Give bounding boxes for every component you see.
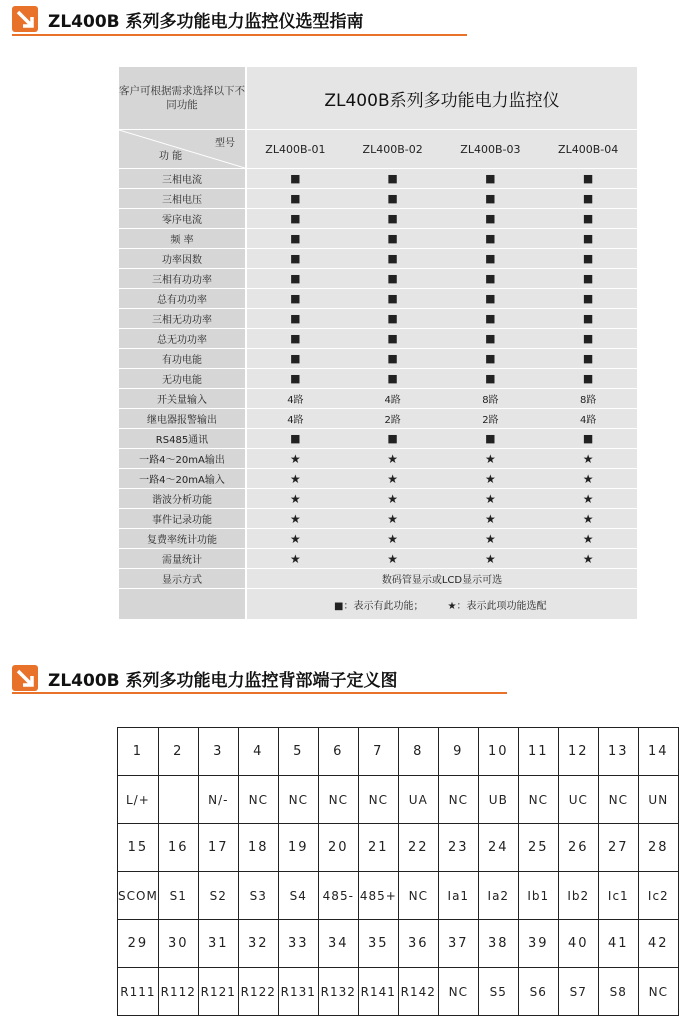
availability-cell: ★ [344,469,442,489]
function-name: 三相电流 [119,169,246,189]
terminal-number: 40 [558,920,598,968]
function-name: 谐波分析功能 [119,489,246,509]
terminal-label: S7 [558,968,598,1016]
terminal-number: 27 [598,824,638,872]
availability-cell: ■ [344,269,442,289]
availability-cell: ■ [442,369,540,389]
availability-cell: ■ [246,249,344,269]
terminal-number: 8 [398,728,438,776]
terminal-label: UN [638,776,678,824]
table-row [119,169,637,189]
function-name: 总有功功率 [119,289,246,309]
terminal-label: Ib2 [558,872,598,920]
terminal-number: 38 [478,920,518,968]
function-name: 功率因数 [119,249,246,269]
availability-cell: ■ [246,269,344,289]
terminal-label: 485- [318,872,358,920]
function-name: 开关量输入 [119,389,246,409]
availability-cell: 2路 [344,409,442,429]
terminal-label: R121 [198,968,238,1016]
table-row [119,489,637,509]
availability-cell: ■ [246,429,344,449]
model-header: ZL400B-02 [344,130,442,169]
availability-cell: ★ [442,509,540,529]
table-row [119,189,637,209]
availability-cell: ★ [246,529,344,549]
table-row [119,409,637,429]
section-title: ZL400B 系列多功能电力监控仪选型指南 [48,11,364,32]
terminal-number: 5 [278,728,318,776]
terminal-number: 2 [158,728,198,776]
availability-cell: ■ [539,289,637,309]
terminal-number: 4 [238,728,278,776]
availability-cell: 4路 [344,389,442,409]
function-name: 一路4～20mA输出 [119,449,246,469]
terminal-number: 34 [318,920,358,968]
terminal-number: 24 [478,824,518,872]
terminal-number: 31 [198,920,238,968]
availability-cell: ■ [246,289,344,309]
terminal-label: NC [318,776,358,824]
availability-cell: ★ [246,469,344,489]
terminal-label: R142 [398,968,438,1016]
terminal-label: S6 [518,968,558,1016]
availability-cell: 4路 [539,409,637,429]
availability-cell: ■ [539,229,637,249]
terminal-label: S2 [198,872,238,920]
terminal-number-row [118,728,679,776]
availability-cell: ■ [246,189,344,209]
section-underline [12,692,507,694]
availability-cell: ★ [246,489,344,509]
function-name: 有功电能 [119,349,246,369]
function-name: 三相有功功率 [119,269,246,289]
availability-cell: ■ [442,269,540,289]
availability-cell: ★ [344,489,442,509]
terminal-label: NC [398,872,438,920]
availability-cell: ■ [539,169,637,189]
availability-cell: ★ [442,489,540,509]
arrow-icon [12,6,38,32]
terminal-number: 25 [518,824,558,872]
availability-cell: ■ [246,329,344,349]
terminal-label: N/- [198,776,238,824]
terminal-number: 33 [278,920,318,968]
availability-cell: 4路 [246,389,344,409]
availability-cell: ■ [442,329,540,349]
table-row [119,349,637,369]
availability-cell: ■ [246,349,344,369]
availability-cell: ■ [539,249,637,269]
availability-cell: ★ [539,489,637,509]
terminal-number: 37 [438,920,478,968]
availability-cell: ■ [539,429,637,449]
terminal-label: R141 [358,968,398,1016]
terminal-number: 13 [598,728,638,776]
availability-cell: ★ [344,449,442,469]
availability-cell: ■ [539,269,637,289]
table-row [119,429,637,449]
availability-cell: ■ [442,429,540,449]
function-name: 总无功功率 [119,329,246,349]
table-row [119,309,637,329]
terminal-label: Ia1 [438,872,478,920]
availability-cell: ■ [442,289,540,309]
terminal-number: 22 [398,824,438,872]
availability-cell: ■ [442,349,540,369]
terminal-label-row [118,968,679,1016]
availability-cell: ■ [442,189,540,209]
availability-cell: ★ [246,549,344,569]
availability-cell: ★ [539,469,637,489]
terminal-number: 18 [238,824,278,872]
table-row [119,289,637,309]
terminal-number: 3 [198,728,238,776]
terminal-number: 20 [318,824,358,872]
availability-cell: ★ [246,449,344,469]
terminal-label [158,776,198,824]
availability-cell: 2路 [442,409,540,429]
availability-cell: ★ [539,549,637,569]
terminal-number: 9 [438,728,478,776]
availability-cell: ■ [442,209,540,229]
section-underline [12,34,467,36]
terminal-number: 32 [238,920,278,968]
terminal-number: 41 [598,920,638,968]
legend-star: ★：表示此项功能选配 [442,589,638,620]
terminal-label: R122 [238,968,278,1016]
terminal-label-row [118,872,679,920]
function-name: 三相无功功率 [119,309,246,329]
table-row [119,369,637,389]
terminal-label: Ic1 [598,872,638,920]
terminal-label: NC [278,776,318,824]
availability-cell: ■ [344,369,442,389]
terminal-label: SCOM [118,872,159,920]
terminal-label-row [118,776,679,824]
section-header-terminals [12,663,398,693]
terminal-label: S4 [278,872,318,920]
availability-cell: ★ [442,549,540,569]
terminal-label: Ia2 [478,872,518,920]
table-row [119,449,637,469]
section-title: ZL400B 系列多功能电力监控背部端子定义图 [48,670,398,691]
diagonal-header-cell [119,130,246,169]
availability-cell: ■ [539,369,637,389]
table-row [119,329,637,349]
availability-cell: 8路 [539,389,637,409]
legend-square: ■：表示有此功能； [246,589,442,620]
availability-cell: ■ [344,329,442,349]
terminal-number-row [118,920,679,968]
availability-cell: ■ [539,209,637,229]
terminal-number: 17 [198,824,238,872]
function-name: 继电器报警输出 [119,409,246,429]
terminal-label: L/+ [118,776,159,824]
availability-cell: ★ [442,469,540,489]
terminal-label: NC [598,776,638,824]
display-label: 显示方式 [119,569,246,589]
function-name: 三相电压 [119,189,246,209]
terminal-number: 35 [358,920,398,968]
display-value: 数码管显示或LCD显示可选 [246,569,637,589]
availability-cell: ■ [539,349,637,369]
availability-cell: ■ [344,349,442,369]
table-row [119,269,637,289]
availability-cell: ★ [344,549,442,569]
availability-cell: ■ [344,229,442,249]
availability-cell: ■ [246,229,344,249]
terminal-number: 15 [118,824,159,872]
terminal-number: 14 [638,728,678,776]
availability-cell: ■ [344,309,442,329]
availability-cell: ■ [344,429,442,449]
function-name: 零序电流 [119,209,246,229]
terminal-number: 42 [638,920,678,968]
terminal-label: R111 [118,968,159,1016]
terminal-number: 6 [318,728,358,776]
availability-cell: ■ [539,329,637,349]
terminal-number: 11 [518,728,558,776]
table-row [119,469,637,489]
availability-cell: ★ [539,449,637,469]
terminal-label: R112 [158,968,198,1016]
availability-cell: ★ [539,509,637,529]
table-row [119,389,637,409]
function-name: 无功电能 [119,369,246,389]
legend-row [119,589,637,620]
availability-cell: ■ [344,189,442,209]
terminal-number: 28 [638,824,678,872]
terminal-number: 7 [358,728,398,776]
terminal-number: 29 [118,920,159,968]
terminal-number: 19 [278,824,318,872]
table-row [119,529,637,549]
terminal-label: S3 [238,872,278,920]
terminal-number-row [118,824,679,872]
table-row [119,509,637,529]
function-name: 一路4～20mA输入 [119,469,246,489]
terminal-number: 12 [558,728,598,776]
availability-cell: ■ [246,309,344,329]
availability-cell: ★ [246,509,344,529]
terminal-number: 10 [478,728,518,776]
availability-cell: ■ [246,209,344,229]
arrow-icon [12,665,38,691]
terminal-number: 1 [118,728,159,776]
function-label: 功 能 [159,151,183,162]
function-name: 频 率 [119,229,246,249]
function-name: 事件记录功能 [119,509,246,529]
terminal-label: R131 [278,968,318,1016]
availability-cell: ★ [442,529,540,549]
availability-cell: ■ [344,169,442,189]
terminal-table [117,727,679,1016]
availability-cell: ■ [442,229,540,249]
selection-table [119,67,637,620]
terminal-label: Ic2 [638,872,678,920]
availability-cell: ■ [539,189,637,209]
legend-blank [119,589,246,620]
availability-cell: ★ [344,529,442,549]
terminal-label: NC [438,776,478,824]
terminal-label: NC [638,968,678,1016]
availability-cell: ■ [246,369,344,389]
terminal-label: 485+ [358,872,398,920]
terminal-number: 21 [358,824,398,872]
display-row [119,569,637,589]
terminal-number: 39 [518,920,558,968]
model-header: ZL400B-04 [539,130,637,169]
availability-cell: ■ [442,169,540,189]
terminal-number: 23 [438,824,478,872]
availability-cell: ★ [539,529,637,549]
main-title: ZL400B系列多功能电力监控仪 [246,67,637,130]
terminal-label: NC [238,776,278,824]
availability-cell: ★ [344,509,442,529]
model-header: ZL400B-01 [246,130,344,169]
model-header: ZL400B-03 [442,130,540,169]
availability-cell: ■ [344,289,442,309]
availability-cell: ■ [344,209,442,229]
table-row [119,209,637,229]
availability-cell: ■ [344,249,442,269]
availability-cell: ■ [442,309,540,329]
terminal-label: UB [478,776,518,824]
terminal-label: S1 [158,872,198,920]
availability-cell: ■ [442,249,540,269]
terminal-label: S8 [598,968,638,1016]
table-row [119,249,637,269]
terminal-number: 26 [558,824,598,872]
availability-cell: 4路 [246,409,344,429]
table-row [119,229,637,249]
terminal-label: Ib1 [518,872,558,920]
terminal-number: 30 [158,920,198,968]
function-name: RS485通讯 [119,429,246,449]
terminal-number: 16 [158,824,198,872]
terminal-label: R132 [318,968,358,1016]
table-row [119,549,637,569]
terminal-label: S5 [478,968,518,1016]
terminal-label: NC [438,968,478,1016]
terminal-number: 36 [398,920,438,968]
availability-cell: ★ [442,449,540,469]
model-label: 型号 [215,138,235,149]
terminal-label: NC [518,776,558,824]
availability-cell: ■ [246,169,344,189]
availability-cell: 8路 [442,389,540,409]
corner-note: 客户可根据需求选择以下不同功能 [119,67,246,130]
terminal-label: UC [558,776,598,824]
terminal-label: UA [398,776,438,824]
terminal-label: NC [358,776,398,824]
function-name: 需量统计 [119,549,246,569]
availability-cell: ■ [539,309,637,329]
function-name: 复费率统计功能 [119,529,246,549]
section-header-selection [12,4,364,34]
